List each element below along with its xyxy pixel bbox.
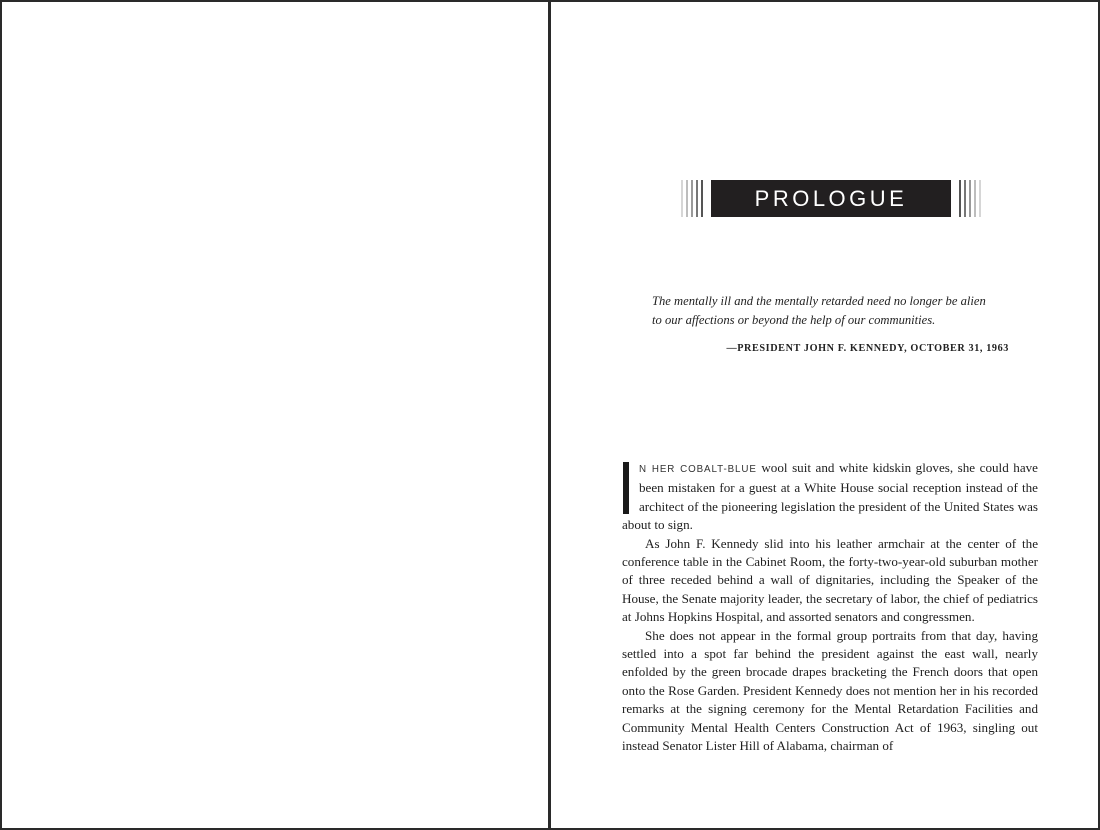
stripe <box>681 180 683 217</box>
lead-in-smallcaps: N HER COBALT-BLUE <box>639 464 757 475</box>
paragraph-text: wool suit and white kidskin gloves, she could have been mistaken for a guest at a White House social reception instead of the architect of the pioneering legislation the president of the United States was about to sign. <box>622 460 1038 533</box>
stripe <box>974 180 976 217</box>
paragraph <box>622 459 1038 535</box>
paragraph: As John F. Kennedy slid into his leather armchair at the center of the conference table in the Cabinet Room, the forty-two-year-old suburban mother of three receded behind a wall of dignitaries, including the Speaker of the House, the Senate majority leader, the secretary of labor, the chief of pediatrics at Johns Hopkins Hospital, and assorted senators and congressmen. <box>622 535 1038 625</box>
stripe <box>686 180 688 217</box>
stripe <box>969 180 971 217</box>
paragraph: She does not appear in the formal group portraits from that day, having settled into a spot far behind the president against the east wall, nearly enfolded by the green brocade drapes bracketing the French doors that open onto the Rose Garden. President Kennedy does not mention her in his recorded remarks at the signing ceremony for the Mental Retardation Facilities and Community Mental Health Centers Construction Act of 1963, singling out instead Senator Lister Hill of Alabama, chairman of <box>622 627 1038 754</box>
epigraph-quote <box>652 292 1012 330</box>
epigraph-line: to our affections or beyond the help of our communities. <box>652 313 936 327</box>
stripe <box>691 180 693 217</box>
right-stripe-ornament <box>954 180 981 217</box>
prologue-body <box>622 459 1038 756</box>
stripe <box>959 180 961 217</box>
left-stripe-ornament <box>681 180 708 217</box>
epigraph-attribution: —PRESIDENT JOHN F. KENNEDY, OCTOBER 31, 1963 <box>726 343 1009 354</box>
drop-cap-bar <box>623 462 629 514</box>
epigraph-line: The mentally ill and the mentally retarded need no longer be alien <box>652 294 986 308</box>
book-spine <box>548 0 551 830</box>
stripe <box>701 180 703 217</box>
stripe <box>979 180 981 217</box>
stripe <box>696 180 698 217</box>
chapter-heading-ornament <box>681 180 981 217</box>
stripe <box>964 180 966 217</box>
chapter-title: PROLOGUE <box>711 180 951 217</box>
